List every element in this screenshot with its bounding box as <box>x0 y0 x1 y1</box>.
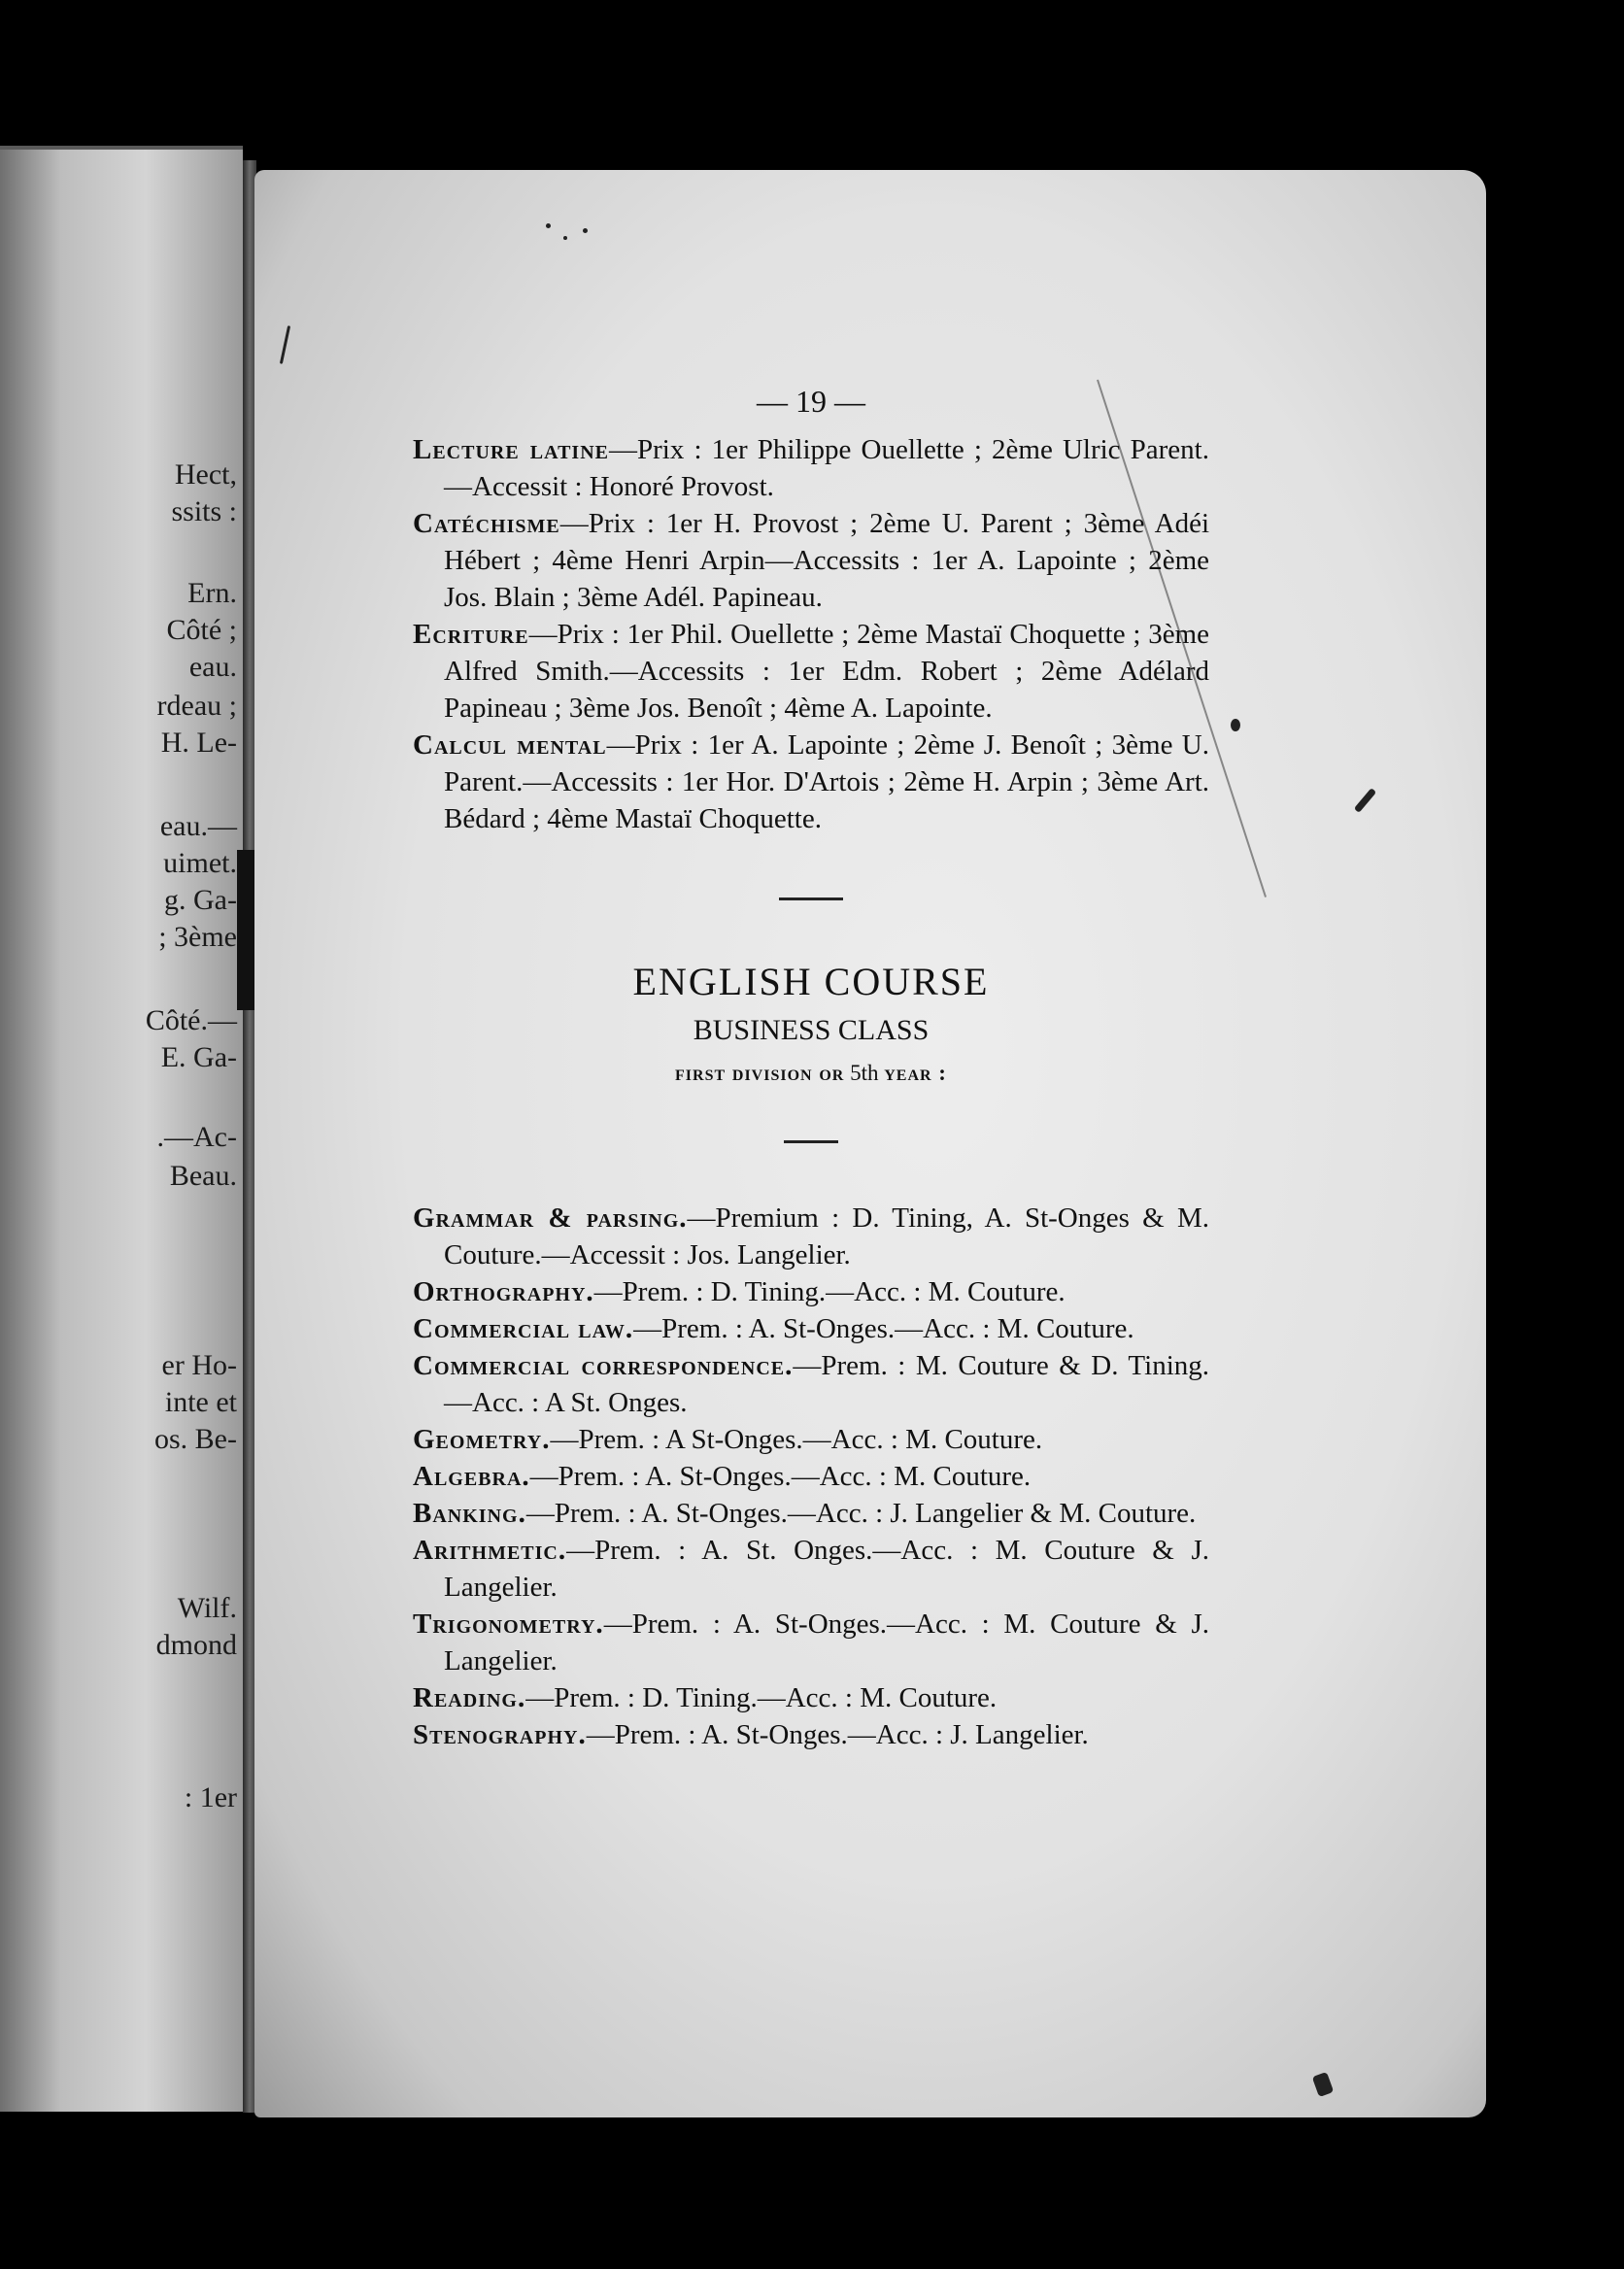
entry-orthography <box>413 1273 1209 1310</box>
left-text-fragment: Beau. <box>169 1160 237 1192</box>
subject-heading: Commercial correspondence. <box>413 1350 794 1381</box>
course-title: ENGLISH COURSE <box>632 960 990 1003</box>
left-text-fragment: Côté ; <box>166 614 237 646</box>
left-text-fragment: H. Le- <box>160 727 237 759</box>
prize-text: —Prix : 1er Phil. Ouellette ; 2ème Mastaï Choquette ; 3ème Alfred Smith.—Accessits : 1er Edm. Robert ; 2ème Adélard Papineau ; 3ème Jos. Benoît ; 4ème A. Lapointe. <box>444 619 1209 724</box>
left-text-fragment: : 1er <box>184 1781 237 1813</box>
subject-heading: Trigonometry. <box>413 1609 604 1640</box>
left-text-fragment: Wilf. <box>177 1592 237 1624</box>
entry-ecriture <box>413 616 1209 727</box>
prize-text: —Prix : 1er H. Provost ; 2ème U. Parent ; 3ème Adéi Hébert ; 4ème Henri Arpin—Accessits : 1er A. Lapointe ; 2ème Jos. Blain ; 3ème Adél. Papineau. <box>444 508 1209 613</box>
left-text-fragment: .—Ac- <box>156 1121 237 1153</box>
french-section <box>413 431 1209 837</box>
left-text-fragment: rdeau ; <box>156 690 237 722</box>
subject-heading: Grammar & parsing. <box>413 1202 688 1234</box>
left-text-fragment: Hect, <box>174 458 237 491</box>
prize-text: —Prem. : A. St-Onges.—Acc. : M. Couture & J. Langelier. <box>444 1609 1209 1676</box>
left-text-fragment: dmond <box>155 1629 237 1661</box>
division-label: first division or 5th year : <box>675 1061 947 1085</box>
entry-trigonometry <box>413 1606 1209 1679</box>
subject-heading: Orthography. <box>413 1276 594 1307</box>
left-text-fragment: Ern. <box>187 577 237 609</box>
prize-text: —Premium : D. Tining, A. St-Onges & M. Couture.—Accessit : Jos. Langelier. <box>444 1202 1209 1270</box>
prize-text: —Prem. : A. St. Onges.—Acc. : M. Couture & J. Langelier. <box>444 1535 1209 1603</box>
entry-geometry <box>413 1421 1209 1458</box>
entry-calcul-mental <box>413 727 1209 837</box>
prize-text: —Prix : 1er Philippe Ouellette ; 2ème Ulric Parent.—Accessit : Honoré Provost. <box>444 434 1209 502</box>
binding-clip <box>237 850 256 1010</box>
left-text-fragment: os. Be- <box>154 1423 237 1455</box>
entry-banking <box>413 1495 1209 1532</box>
subject-heading: Banking. <box>413 1498 526 1529</box>
entry-stenography <box>413 1716 1209 1753</box>
left-text-fragment: g. Ga- <box>164 884 237 916</box>
entry-grammar <box>413 1200 1209 1273</box>
subject-heading: Commercial law. <box>413 1313 634 1344</box>
prize-text: —Prem. : A. St-Onges.—Acc. : J. Langelier & M. Couture. <box>525 1498 1197 1529</box>
left-text-fragment: ssits : <box>171 495 237 527</box>
entry-lecture-latine <box>413 431 1209 505</box>
left-text-fragment: er Ho- <box>161 1349 237 1381</box>
subject-heading: Geometry. <box>413 1424 551 1455</box>
class-title: BUSINESS CLASS <box>693 1014 930 1046</box>
prize-text: —Prem. : D. Tining.—Acc. : M. Couture. <box>593 1276 1066 1307</box>
section-divider <box>784 1140 838 1143</box>
prize-text: —Prix : 1er A. Lapointe ; 2ème J. Benoît ; 3ème U. Parent.—Accessits : 1er Hor. D'Artois ; 2ème H. Arpin ; 3ème Art. Bédard ; 4ème Mastaï Choquette. <box>444 729 1209 834</box>
subject-heading: Arithmetic. <box>413 1535 567 1566</box>
subject-heading: Algebra. <box>413 1461 530 1492</box>
left-text-fragment: eau.— <box>159 810 237 842</box>
left-text-fragment: E. Ga- <box>160 1041 237 1073</box>
left-text-fragment: eau. <box>188 651 237 683</box>
subject-heading: Reading. <box>413 1682 526 1713</box>
prize-text: —Prem. : A. St-Onges.—Acc. : J. Langelier. <box>586 1719 1089 1750</box>
left-text-fragment: inte et <box>164 1386 237 1418</box>
entry-algebra <box>413 1458 1209 1495</box>
entry-arithmetic <box>413 1532 1209 1606</box>
subject-heading: Lecture latine <box>413 434 609 465</box>
prize-text: —Prem. : D. Tining.—Acc. : M. Couture. <box>525 1682 998 1713</box>
prize-text: —Prem. : A St-Onges.—Acc. : M. Couture. <box>550 1424 1043 1455</box>
prize-text: —Prem. : A. St-Onges.—Acc. : M. Couture. <box>633 1313 1134 1344</box>
section-divider <box>779 897 843 900</box>
prize-text: —Prem. : A. St-Onges.—Acc. : M. Couture. <box>529 1461 1032 1492</box>
entry-catechisme <box>413 505 1209 616</box>
left-text-fragment: uimet. <box>163 847 237 879</box>
entry-reading <box>413 1679 1209 1716</box>
subject-heading: Catéchisme <box>413 508 560 539</box>
prize-text: —Prem. : M. Couture & D. Tining.—Acc. : A St. Onges. <box>444 1350 1209 1418</box>
page-content <box>413 384 1209 1753</box>
subject-heading: Ecriture <box>413 619 529 650</box>
entry-commercial-law <box>413 1310 1209 1347</box>
left-page-edge <box>0 146 243 2112</box>
subject-heading: Stenography. <box>413 1719 587 1750</box>
left-text-fragment: Côté.— <box>145 1004 237 1036</box>
page-number: — 19 — <box>757 384 865 419</box>
entry-commercial-correspondence <box>413 1347 1209 1421</box>
english-section <box>413 1200 1209 1753</box>
left-text-fragment: ; 3ème <box>158 921 237 953</box>
subject-heading: Calcul mental <box>413 729 607 761</box>
